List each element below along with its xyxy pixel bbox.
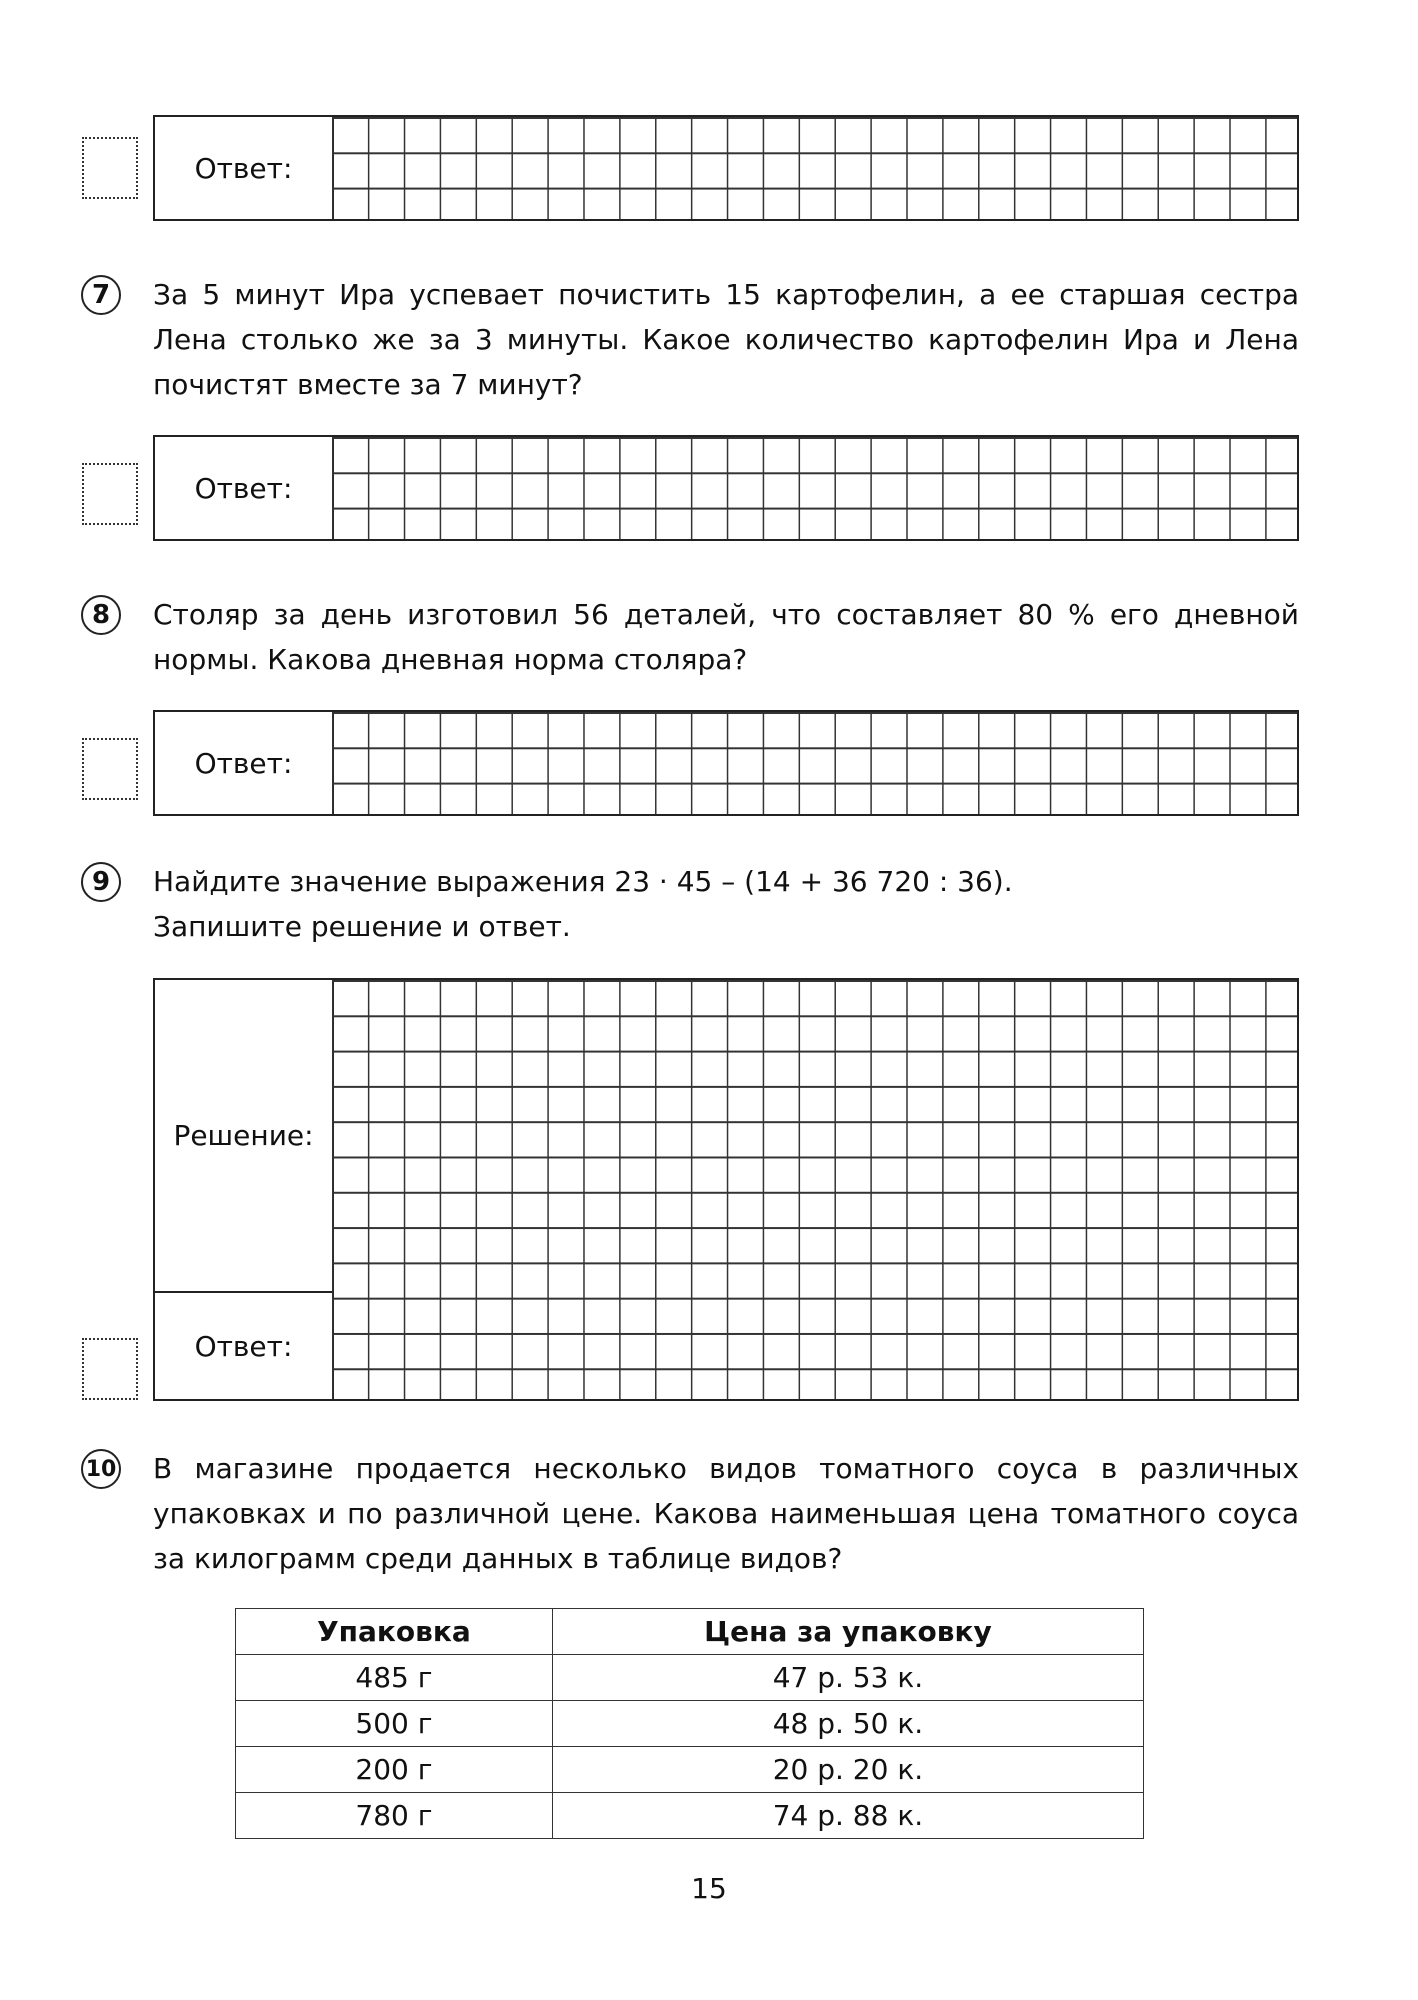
question-7-text: За 5 минут Ира успевает почистить 15 картофелин, а ее старшая сестра Лена столько же за 3 минуты. Какое количество картофелин Ира и Лена почистят вместе за 7 минут? — [153, 278, 1299, 401]
question-number: 7 — [81, 275, 121, 315]
cell: 74 р. 88 к. — [552, 1793, 1143, 1839]
question-number: 10 — [81, 1449, 121, 1489]
cell: 500 г — [236, 1701, 553, 1747]
question-9-line2: Запишите решение и ответ. — [153, 910, 571, 943]
cell: 485 г — [236, 1655, 553, 1701]
cell: 48 р. 50 к. — [552, 1701, 1143, 1747]
answer-box-7[interactable] — [153, 435, 1299, 541]
answer-box-8[interactable] — [153, 710, 1299, 816]
question-9-text — [153, 859, 1299, 949]
answer-label: Ответ: — [155, 1293, 334, 1399]
cell: 20 р. 20 к. — [552, 1747, 1143, 1793]
table-row — [236, 1793, 1144, 1839]
column-header: Упаковка — [236, 1609, 553, 1655]
question-9-line1: Найдите значение выражения 23 · 45 – (14 + 36 720 : 36). — [153, 865, 1013, 898]
score-box[interactable] — [82, 463, 138, 525]
answer-grid[interactable] — [332, 437, 1297, 539]
answer-box-6[interactable] — [153, 115, 1299, 221]
question-8-text: Столяр за день изготовил 56 деталей, что составляет 80 % его дневной нормы. Какова дневная норма столяра? — [153, 598, 1299, 676]
answer-label: Ответ: — [155, 712, 334, 814]
answer-label: Ответ: — [155, 437, 334, 539]
score-box[interactable] — [82, 1338, 138, 1400]
solution-box-9[interactable] — [153, 978, 1299, 1401]
solution-grid[interactable] — [332, 980, 1297, 1399]
cell: 200 г — [236, 1747, 553, 1793]
column-header: Цена за упаковку — [552, 1609, 1143, 1655]
score-box[interactable] — [82, 137, 138, 199]
answer-grid[interactable] — [332, 117, 1297, 219]
page-number: 15 — [691, 1872, 727, 1905]
table-row — [236, 1701, 1144, 1747]
price-table — [235, 1608, 1144, 1839]
table-row — [236, 1747, 1144, 1793]
question-number: 9 — [81, 862, 121, 902]
cell: 47 р. 53 к. — [552, 1655, 1143, 1701]
cell: 780 г — [236, 1793, 553, 1839]
score-box[interactable] — [82, 738, 138, 800]
answer-grid[interactable] — [332, 712, 1297, 814]
answer-label: Ответ: — [155, 117, 334, 219]
question-10-text: В магазине продается несколько видов томатного соуса в различных упаковках и по различной цене. Какова наименьшая цена томатного соуса за килограмм среди данных в таблице видов? — [153, 1452, 1299, 1575]
question-number: 8 — [81, 595, 121, 635]
solution-label: Решение: — [155, 980, 334, 1293]
table-row — [236, 1655, 1144, 1701]
